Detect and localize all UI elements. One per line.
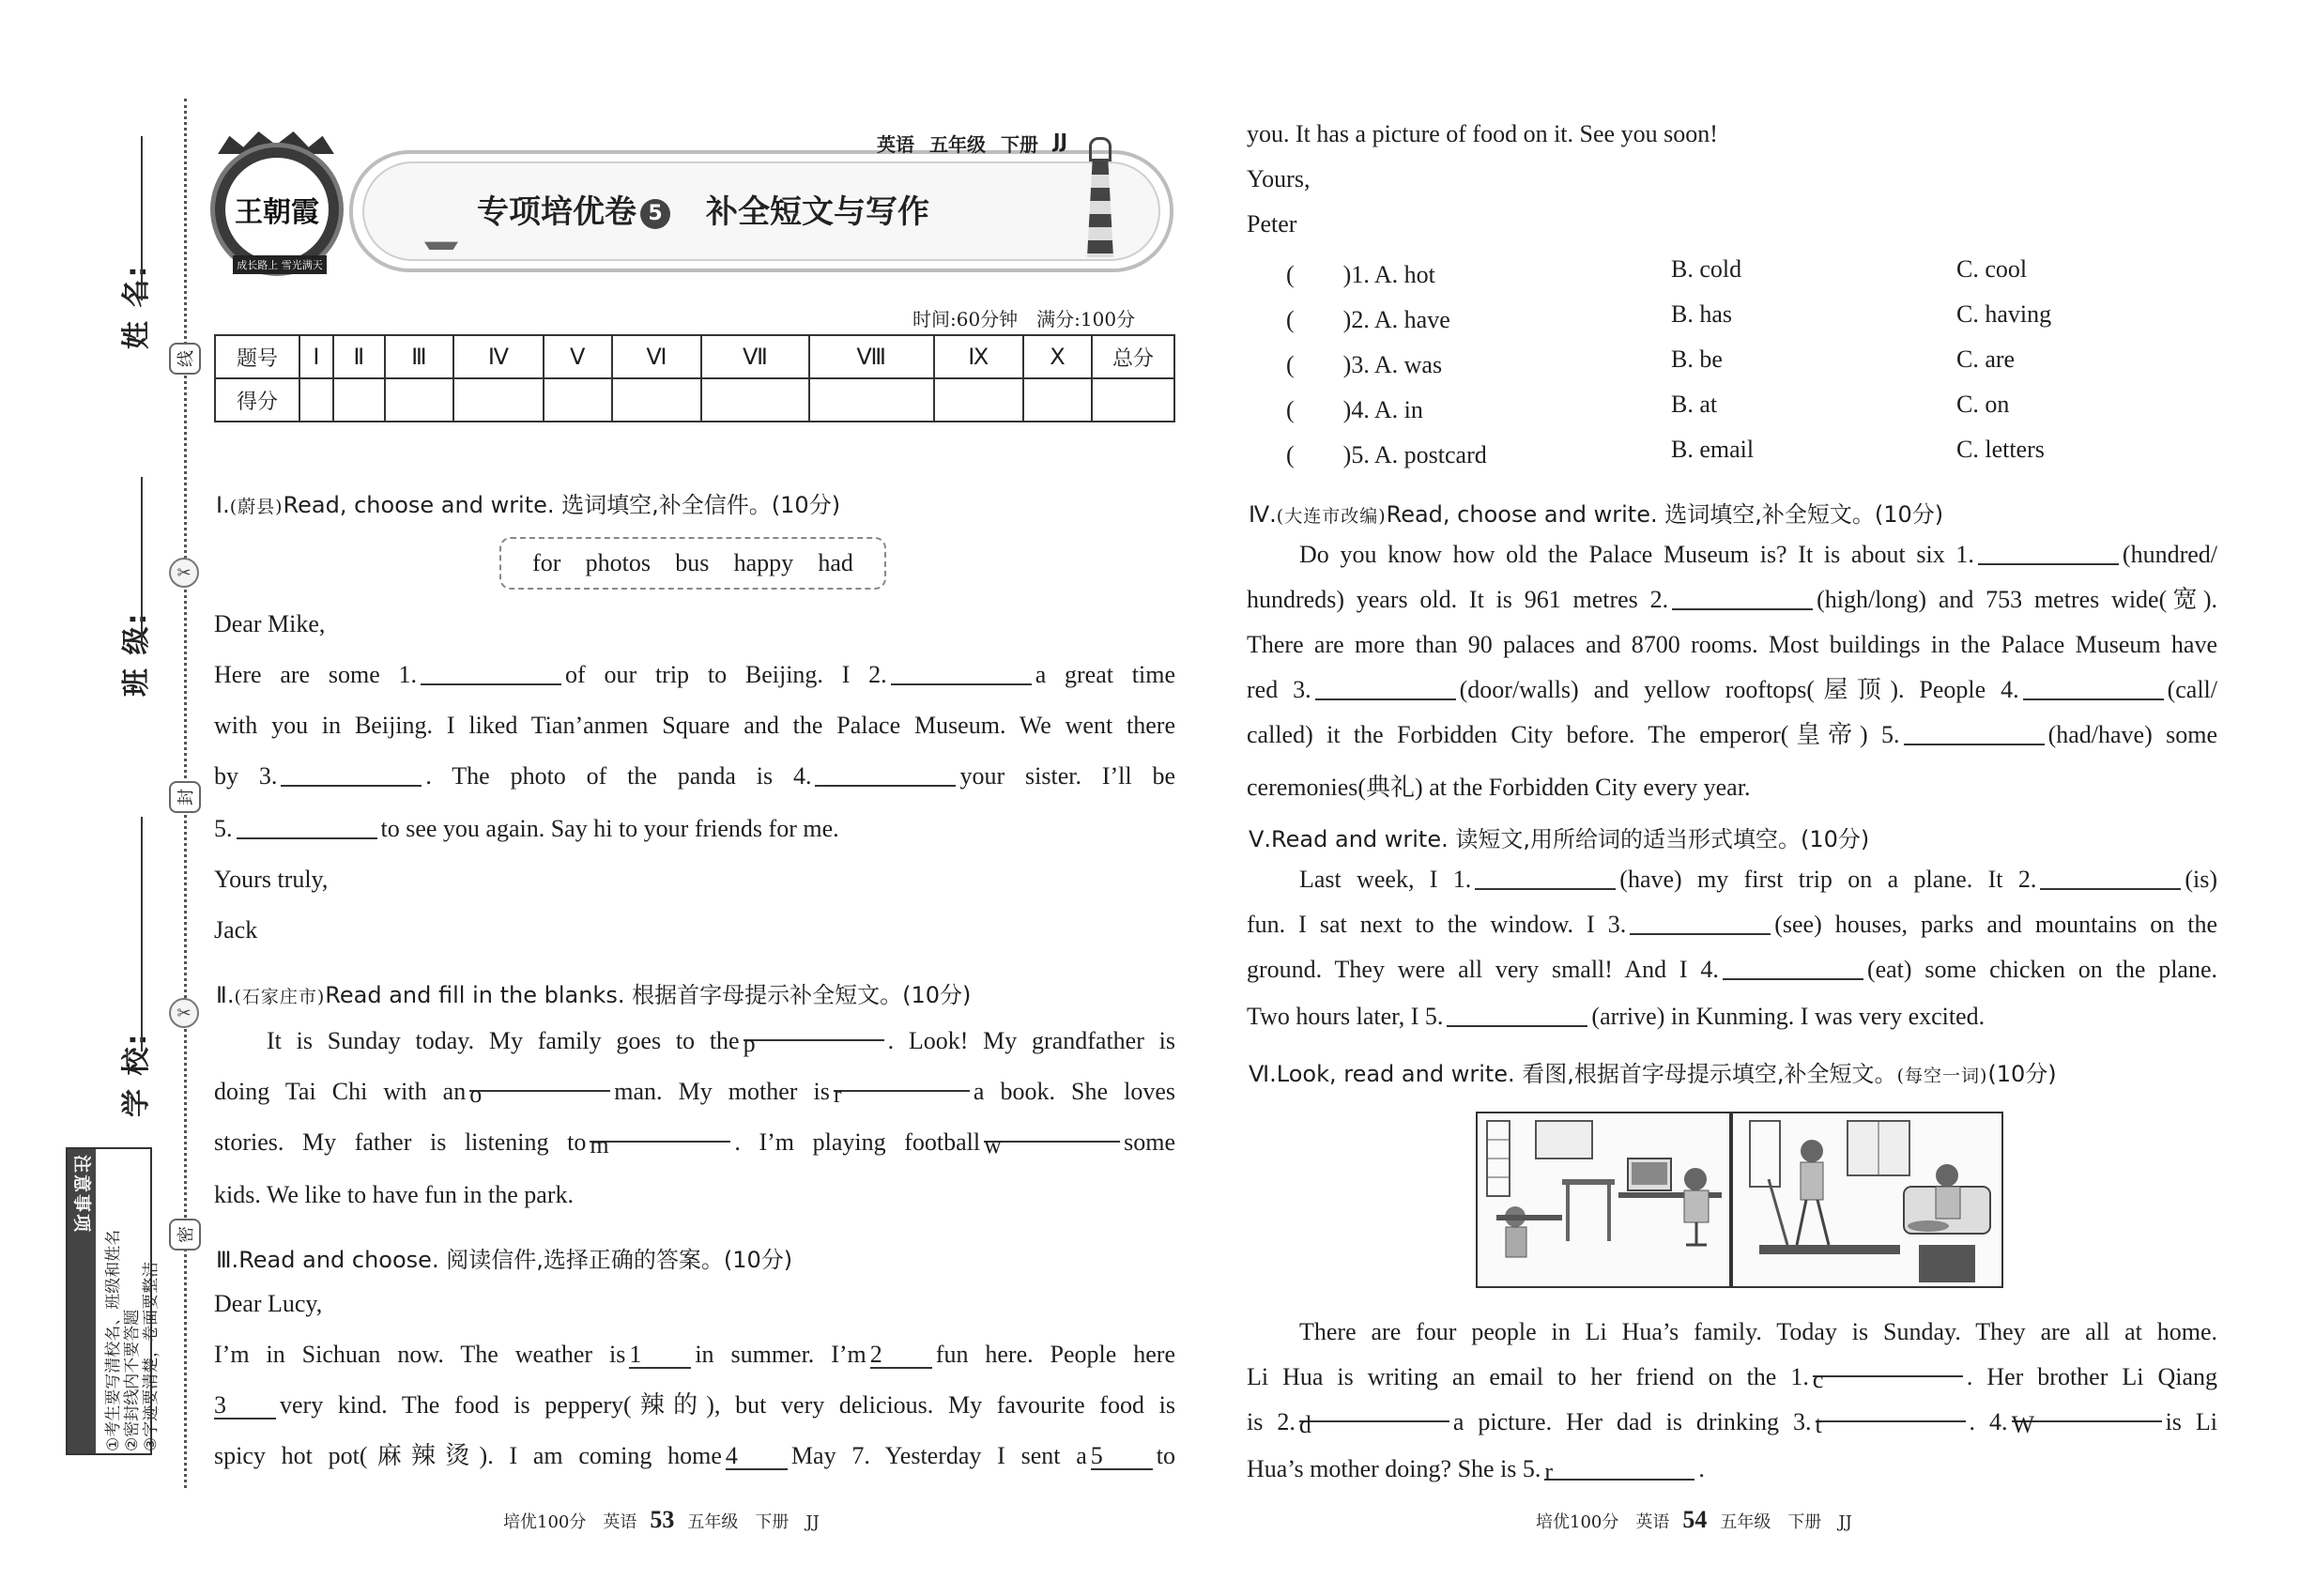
answer-blank[interactable] xyxy=(1904,723,2045,745)
family-scene-image xyxy=(1478,1113,2001,1286)
answer-blank[interactable]: o xyxy=(469,1069,610,1092)
table-header-cell: Ⅱ xyxy=(333,335,385,378)
answer-blank[interactable] xyxy=(891,663,1032,685)
score-cell[interactable] xyxy=(385,378,453,422)
class-label: 班 级: xyxy=(120,611,153,697)
letter-line: 3 very kind. The food is peppery(辣的), but very delicious. My favourite food is xyxy=(214,1391,1175,1419)
page-number: 54 xyxy=(1682,1506,1708,1533)
passage-line: stories. My father is listening to m . I’m playing football w some xyxy=(214,1117,1175,1168)
class-write-line[interactable] xyxy=(141,477,143,646)
letter-line: I’m in Sichuan now. The weather is 1 in summer. I’m 2 fun here. People here xyxy=(214,1341,1175,1368)
answer-blank[interactable] xyxy=(281,764,422,787)
letter-greeting: Dear Lucy, xyxy=(214,1290,323,1317)
score-table xyxy=(214,334,1175,422)
score-cell[interactable] xyxy=(934,378,1023,422)
name-label: 姓 名: xyxy=(120,264,153,349)
section-3-heading: Ⅲ.Read and choose. 阅读信件,选择正确的答案。(10分) xyxy=(216,1247,793,1273)
passage-line: ground. They were all very small! And I 4. (eat) some chicken on the plane. xyxy=(1247,956,2217,983)
answer-blank[interactable]: p xyxy=(744,1019,884,1041)
passage-line: Li Hua is writing an email to her friend on the 1. c . Her brother Li Qiang xyxy=(1247,1352,2217,1403)
table-header-cell: Ⅶ xyxy=(701,335,808,378)
option-q5[interactable]: ( )5. A. postcard xyxy=(1286,441,1487,468)
section-instruction: Read, choose and write. 选词填空,补全信件。(10分) xyxy=(283,492,841,518)
letter-line: Here are some 1. of our trip to Beijing. I 2. a great time xyxy=(214,661,1175,688)
letter-line: you. It has a picture of food on it. See you soon! xyxy=(1247,120,1718,147)
letter-closing: Yours, xyxy=(1247,165,1311,192)
option-b: B. email xyxy=(1671,436,1755,463)
answer-blank[interactable]: d xyxy=(1299,1400,1449,1422)
numbered-blank[interactable]: 2 xyxy=(870,1343,932,1369)
answer-blank[interactable] xyxy=(421,663,561,685)
letter-line: by 3. . The photo of the panda is 4. your sister. I’ll be xyxy=(214,762,1175,790)
table-header-cell: Ⅵ xyxy=(612,335,702,378)
score-cell[interactable] xyxy=(1092,378,1174,422)
notice-box xyxy=(66,1147,161,1455)
answer-blank[interactable]: t xyxy=(1816,1400,1966,1422)
answer-blank[interactable]: m xyxy=(590,1120,730,1143)
answer-blank[interactable] xyxy=(1978,543,2119,565)
section-1-heading xyxy=(216,486,840,519)
score-cell[interactable] xyxy=(544,378,612,422)
header-grade: 五年级 xyxy=(929,133,986,156)
letter-line: with you in Beijing. I liked Tian’anmen Square and the Palace Museum. We went there xyxy=(214,712,1175,739)
score-cell[interactable] xyxy=(809,378,934,422)
title-number: 5 xyxy=(640,199,670,229)
name-write-line[interactable] xyxy=(141,136,143,300)
word-bank-item: photos xyxy=(585,549,651,576)
word-bank-item: for xyxy=(532,549,561,576)
option-c: C. on xyxy=(1956,391,2010,418)
picture-divider xyxy=(1729,1113,1733,1286)
option-c: C. are xyxy=(1956,345,2016,373)
section-4-heading: Ⅳ.(大连市改编)Read, choose and write. 选词填空,补全短文。(10分) xyxy=(1249,501,1944,528)
option-b: B. has xyxy=(1671,300,1732,328)
option-b: B. at xyxy=(1671,391,1718,418)
passage-line: Two hours later, I 5. (arrive) in Kunming. I was very excited. xyxy=(1247,1003,1986,1030)
option-q3[interactable]: ( )3. A. was xyxy=(1286,351,1443,378)
option-q4[interactable]: ( )4. A. in xyxy=(1286,396,1423,423)
passage-line: hundreds) years old. It is 961 metres 2. (high/long) and 753 metres wide(宽). xyxy=(1247,586,2217,613)
answer-blank[interactable] xyxy=(1447,1005,1587,1027)
table-header-cell: Ⅴ xyxy=(544,335,612,378)
answer-blank[interactable]: c xyxy=(1813,1355,1963,1377)
scissor-icon: ✂ xyxy=(169,558,199,588)
seal-char-mi: 密 xyxy=(169,1219,201,1251)
passage-line: Do you know how old the Palace Museum is? It is about six 1. (hundred/ xyxy=(1299,541,2217,568)
answer-blank[interactable] xyxy=(237,817,377,839)
answer-blank[interactable]: r xyxy=(834,1069,970,1092)
section-5-heading: Ⅴ.Read and write. 读短文,用所给词的适当形式填空。(10分) xyxy=(1249,826,1870,852)
score-cell[interactable] xyxy=(1023,378,1092,422)
passage-line: is 2. d a picture. Her dad is drinking 3. t . 4. W is Li xyxy=(1247,1397,2217,1448)
score-cell[interactable] xyxy=(453,378,544,422)
lighthouse-icon xyxy=(1080,133,1121,257)
school-write-line[interactable] xyxy=(141,817,143,1051)
letter-line: spicy hot pot(麻辣烫). I am coming home 4 May 7. Yesterday I sent a 5 to xyxy=(214,1442,1175,1469)
option-c: C. letters xyxy=(1956,436,2045,463)
word-bank-item: had xyxy=(818,549,853,576)
word-bank-item: happy xyxy=(733,549,794,576)
answer-blank[interactable] xyxy=(1723,958,1863,980)
word-bank-item: bus xyxy=(675,549,710,576)
section-source: (蔚县) xyxy=(229,497,284,517)
answer-blank[interactable]: w xyxy=(984,1120,1120,1143)
option-q1[interactable]: ( )1. A. hot xyxy=(1286,261,1435,288)
answer-blank[interactable]: W xyxy=(2012,1400,2162,1422)
passage-line: fun. I sat next to the window. I 3. (see) houses, parks and mountains on the xyxy=(1247,911,2217,938)
title-prefix: 专项培优卷 xyxy=(477,193,636,231)
score-cell[interactable] xyxy=(701,378,808,422)
answer-blank[interactable] xyxy=(2023,678,2164,700)
scissor-icon: ✂ xyxy=(169,998,199,1028)
option-b: B. cold xyxy=(1671,255,1742,283)
option-q2[interactable]: ( )2. A. have xyxy=(1286,306,1450,333)
school-label: 学 校: xyxy=(120,1032,153,1117)
section-number: Ⅰ. xyxy=(216,492,230,518)
answer-blank[interactable] xyxy=(2040,867,2181,890)
footer-left: 培优100分 英语 53 五年级 下册 JJ xyxy=(503,1506,820,1533)
brand-slogan: 成长路上 雪光满天 xyxy=(233,255,327,274)
table-header-cell: Ⅹ xyxy=(1023,335,1092,378)
letter-signature: Jack xyxy=(214,916,258,944)
table-header-cell: Ⅰ xyxy=(299,335,333,378)
score-cell[interactable] xyxy=(333,378,385,422)
answer-blank[interactable] xyxy=(1630,913,1771,935)
table-header-cell: 总分 xyxy=(1092,335,1174,378)
score-table-row-header xyxy=(215,335,1174,378)
title-main: 补全短文与写作 xyxy=(706,193,929,231)
passage-line: doing Tai Chi with an o man. My mother is r a book. She loves xyxy=(214,1067,1175,1117)
time-score: 时间:60分钟 满分:100分 xyxy=(912,308,1136,330)
letter-closing: Yours truly, xyxy=(214,866,329,893)
table-header-cell: 题号 xyxy=(215,335,299,378)
score-table-row-scores xyxy=(215,378,1174,422)
table-header-cell: Ⅲ xyxy=(385,335,453,378)
passage-line: red 3. (door/walls) and yellow rooftops(屋顶). People 4. (call/ xyxy=(1247,676,2218,703)
page-number: 53 xyxy=(650,1506,675,1533)
score-cell[interactable] xyxy=(612,378,702,422)
answer-blank[interactable] xyxy=(815,764,956,787)
page-title xyxy=(477,186,929,232)
notice-item: ③字迹要清楚，卷面要整洁 xyxy=(142,1261,161,1451)
option-c: C. cool xyxy=(1956,255,2028,283)
family-illustration xyxy=(1476,1112,2003,1288)
option-b: B. be xyxy=(1671,345,1723,373)
table-header-cell: Ⅳ xyxy=(453,335,544,378)
score-cell[interactable] xyxy=(299,378,333,422)
numbered-blank[interactable]: 4 xyxy=(726,1444,788,1470)
seal-char-feng: 封 xyxy=(169,781,201,813)
letter-greeting: Dear Mike, xyxy=(214,610,326,637)
passage-line: It is Sunday today. My family goes to the p . Look! My grandfather is xyxy=(214,1016,1175,1067)
footer-right: 培优100分 英语 54 五年级 下册 JJ xyxy=(1536,1506,1852,1533)
passage-line: There are more than 90 palaces and 8700 rooms. Most buildings in the Palace Museum have xyxy=(1247,631,2217,658)
letter-line: 5. to see you again. Say hi to your friends for me. xyxy=(214,815,839,842)
numbered-blank[interactable]: 1 xyxy=(629,1343,691,1369)
table-row-label: 得分 xyxy=(215,378,299,422)
answer-blank[interactable] xyxy=(1475,867,1616,890)
section-6-heading: Ⅵ.Look, read and write. 看图,根据首字母提示填空,补全短文。(每空一词)(10分) xyxy=(1249,1061,2057,1087)
notice-item: ①考生要写清校名、班级和姓名 xyxy=(104,1229,123,1451)
header-volume: 下册 xyxy=(1001,133,1038,156)
seal-char-xian: 线 xyxy=(169,343,201,375)
passage-line: called) it the Forbidden City before. The emperor(皇帝) 5. (had/have) some xyxy=(1247,721,2217,748)
answer-blank[interactable] xyxy=(1315,678,1456,700)
brand-logo-text: 王朝霞 xyxy=(225,158,329,261)
numbered-blank[interactable]: 3 xyxy=(214,1393,276,1420)
table-header-cell: Ⅷ xyxy=(809,335,934,378)
word-bank xyxy=(499,537,886,590)
numbered-blank[interactable]: 5 xyxy=(1091,1444,1153,1470)
notice-item: ②密封线内不要答题 xyxy=(123,1309,142,1451)
answer-blank[interactable] xyxy=(1672,588,1813,610)
header-subject: 英语 xyxy=(877,133,914,156)
passage-line: kids. We like to have fun in the park. xyxy=(214,1181,575,1208)
letter-signature: Peter xyxy=(1247,210,1297,238)
passage-line: ceremonies(典礼) at the Forbidden City every year. xyxy=(1247,774,1751,801)
passage-line: Hua’s mother doing? She is 5. r . xyxy=(1247,1455,1705,1485)
notice-title: 注意事项 xyxy=(71,1155,92,1235)
header-edition: JJ xyxy=(1053,130,1067,152)
passage-line: There are four people in Li Hua’s family. Today is Sunday. They are all at home. xyxy=(1299,1318,2217,1345)
option-c: C. having xyxy=(1956,300,2052,328)
table-header-cell: Ⅸ xyxy=(934,335,1023,378)
answer-blank[interactable]: r xyxy=(1544,1458,1694,1481)
passage-line: Last week, I 1. (have) my first trip on a plane. It 2. (is) xyxy=(1299,866,2217,893)
section-2-heading: Ⅱ.(石家庄市)Read and fill in the blanks. 根据首字母提示补全短文。(10分) xyxy=(216,982,972,1008)
